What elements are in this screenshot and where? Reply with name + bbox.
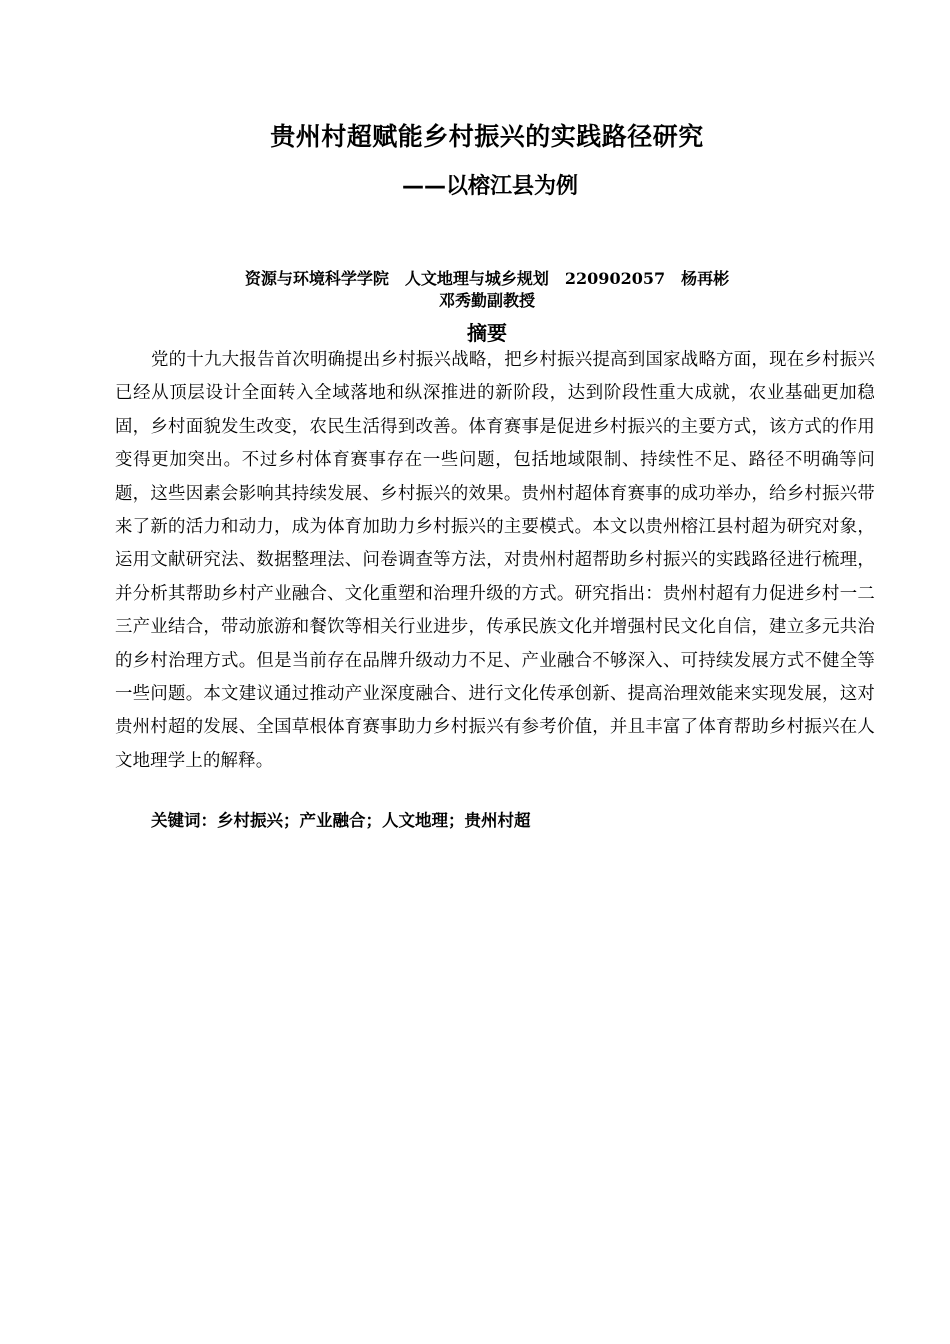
abstract-body: 党的十九大报告首次明确提出乡村振兴战略，把乡村振兴提高到国家战略方面，现在乡村振兴已经从顶层设计全面转入全域落地和纵深推进的新阶段，达到阶段性重大成就，农业基础更加稳固，乡村面貌发生改变，农民生活得到改善。体育赛事是促进乡村振兴的主要方式，该方式的作用变得更加突出。不过乡村体育赛事存在一些问题，包括地域限制、持续性不足、路径不明确等问题，这些因素会影响其持续发展、乡村振兴的效果。贵州村超体育赛事的成功举办，给乡村振兴带来了新的活力和动力，成为体育加助力乡村振兴的主要模式。本文以贵州榕江县村超为研究对象，运用文献研究法、数据整理法、问卷调查等方法，对贵州村超帮助乡村振兴的实践路径进行梳理，并分析其帮助乡村产业融合、文化重塑和治理升级的方式。研究指出：贵州村超有力促进乡村一二三产业结合，带动旅游和餐饮等相关行业进步，传承民族文化并增强村民文化自信，建立多元共治的乡村治理方式。但是当前存在品牌升级动力不足、产业融合不够深入、可持续发展方式不健全等一些问题。本文建议通过推动产业深度融合、进行文化传承创新、提高治理效能来实现发展，这对贵州村超的发展、全国草根体育赛事助力乡村振兴有参考价值，并且丰富了体育帮助乡村振兴在人文地理学上的解释。 [115,350,875,771]
advisor-line [0,288,950,314]
school-name: 资源与环境科学学院 [244,269,389,288]
keywords-line: 关键词：乡村振兴；产业融合；人文地理；贵州村超 [151,811,531,830]
abstract-heading: 摘要 [467,321,507,345]
paper-subtitle: ——以榕江县为例 [401,174,578,199]
student-id: 220902057 [564,269,666,288]
major-name: 人文地理与城乡规划 [404,269,549,288]
advisor-title: 副教授 [487,291,536,310]
student-name: 杨再彬 [681,269,730,288]
paper-title: 贵州村超赋能乡村振兴的实践路径研究 [270,122,704,151]
advisor-name: 邓秀勤 [438,291,487,310]
